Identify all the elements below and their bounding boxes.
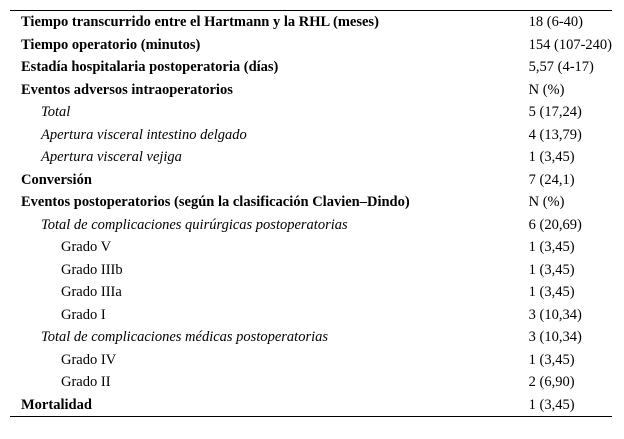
row-label: Grado I — [61, 306, 106, 323]
table-row — [10, 11, 612, 34]
row-value: 6 (20,69) — [528, 216, 582, 233]
table-row — [10, 236, 612, 259]
row-label: Grado IV — [61, 351, 117, 368]
table-row — [10, 56, 612, 79]
row-label: Grado IIIb — [61, 261, 123, 278]
row-value: 1 (3,45) — [528, 239, 575, 255]
table-row — [10, 214, 612, 237]
row-value: 5,57 (4-17) — [528, 59, 594, 75]
table-row — [10, 34, 612, 57]
table-row — [10, 281, 612, 304]
row-label: Total de complicaciones médicas postoperatorias — [41, 329, 329, 345]
row-value: 3 (10,34) — [528, 306, 582, 323]
row-value: 1 (3,45) — [528, 261, 575, 278]
row-value: 3 (10,34) — [528, 329, 582, 345]
row-value: 1 (3,45) — [528, 396, 575, 413]
row-value: 1 (3,45) — [528, 149, 575, 165]
row-value: 18 (6-40) — [528, 14, 583, 30]
row-value: 7 (24,1) — [528, 171, 575, 188]
row-value: 1 (3,45) — [528, 351, 575, 368]
table-row — [10, 79, 612, 102]
row-label: Grado II — [61, 374, 111, 390]
row-label: Grado IIIa — [61, 284, 122, 300]
results-table-body — [10, 11, 612, 416]
table-row — [10, 394, 612, 417]
row-value: 5 (17,24) — [528, 104, 582, 120]
row-label: Estadía hospitalaria postoperatoria (días) — [21, 59, 279, 75]
row-value: 2 (6,90) — [528, 374, 575, 390]
table-row — [10, 146, 612, 169]
table-row — [10, 191, 612, 214]
row-label: Eventos adversos intraoperatorios — [21, 81, 233, 98]
table-row — [10, 349, 612, 372]
table-row — [10, 371, 612, 394]
table-row — [10, 304, 612, 327]
row-label: Mortalidad — [21, 396, 92, 413]
table-row — [10, 124, 612, 147]
row-label: Grado V — [61, 239, 112, 255]
table-row — [10, 101, 612, 124]
row-label: Total de complicaciones quirúrgicas postoperatorias — [41, 216, 348, 233]
row-value: 1 (3,45) — [528, 284, 575, 300]
row-value: 154 (107-240) — [528, 36, 612, 53]
table-row — [10, 169, 612, 192]
row-value: N (%) — [528, 81, 565, 98]
table-row — [10, 326, 612, 349]
table-row — [10, 259, 612, 282]
row-label: Conversión — [21, 171, 92, 188]
row-value: N (%) — [528, 194, 565, 210]
row-label: Total — [41, 104, 71, 120]
row-label: Tiempo transcurrido entre el Hartmann y la RHL (meses) — [21, 14, 379, 30]
row-value: 4 (13,79) — [528, 126, 582, 143]
row-label: Eventos postoperatorios (según la clasificación Clavien–Dindo) — [21, 194, 410, 210]
results-table — [10, 10, 612, 417]
row-label: Tiempo operatorio (minutos) — [21, 36, 201, 53]
results-table-grid — [10, 11, 612, 416]
row-label: Apertura visceral intestino delgado — [41, 126, 247, 143]
row-label: Apertura visceral vejiga — [41, 149, 182, 165]
